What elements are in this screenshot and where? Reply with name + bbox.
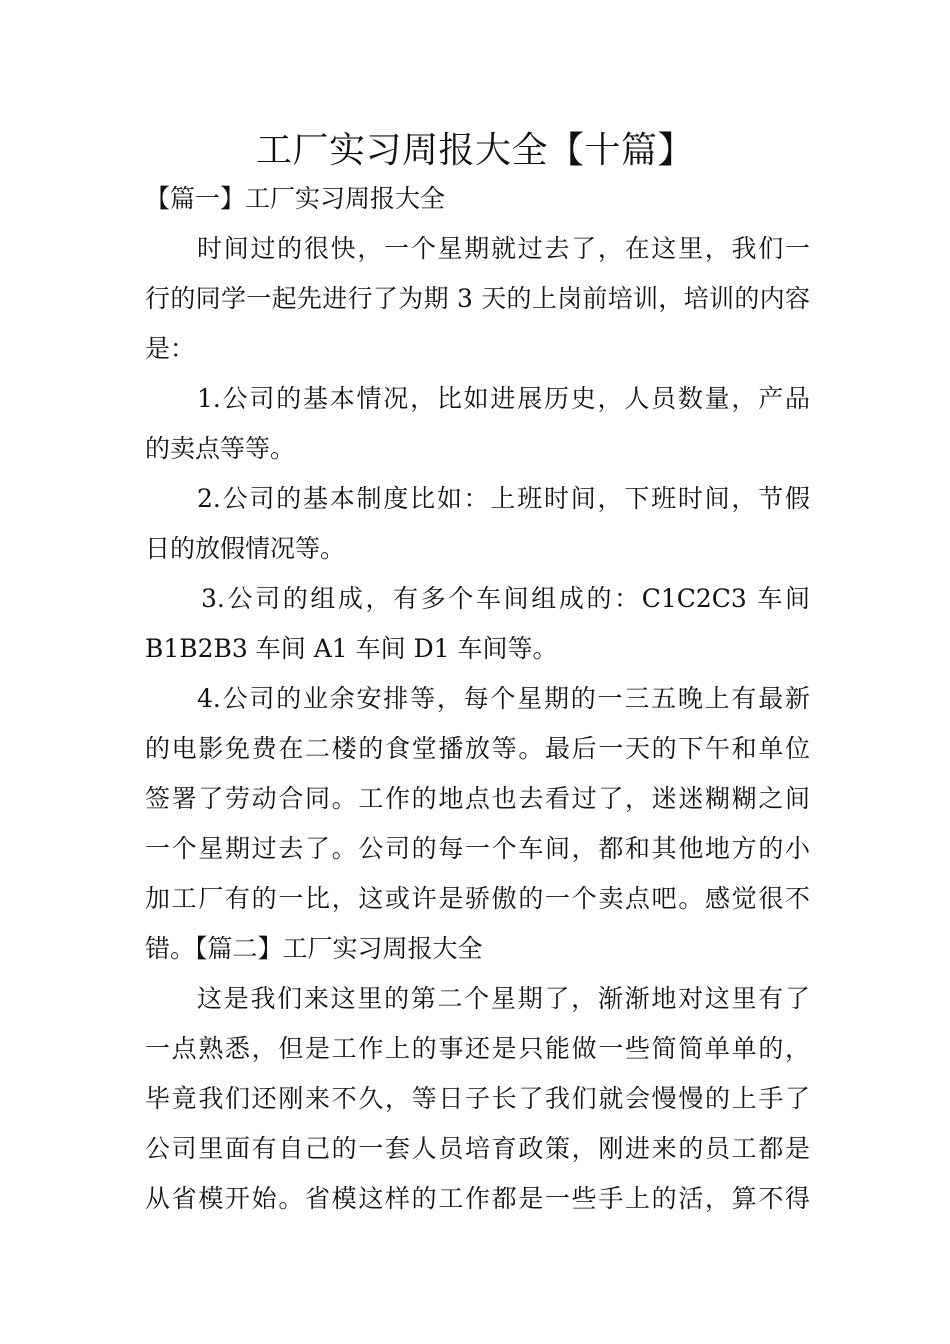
list-item-line: 的卖点等等。 xyxy=(145,434,296,463)
section-heading-1: 【篇一】工厂实习周报大全 xyxy=(145,184,446,213)
list-item-line: 2.公司的基本制度比如：上班时间，下班时间，节假 xyxy=(197,484,810,513)
document-title: 工厂实习周报大全【十篇】 xyxy=(255,130,694,171)
section-heading-2: 错。【篇二】工厂实习周报大全 xyxy=(145,934,483,963)
list-item-line: 4.公司的业余安排等，每个星期的一三五晚上有最新 xyxy=(197,684,810,713)
paragraph-line: 从省模开始。省模这样的工作都是一些手上的活，算不得 xyxy=(145,1184,810,1213)
list-item-line: 加工厂有的一比，这或许是骄傲的一个卖点吧。感觉很不 xyxy=(145,884,810,913)
list-item-line: 日的放假情况等。 xyxy=(145,534,346,563)
paragraph-line: 行的同学一起先进行了为期 3 天的上岗前培训，培训的内容 xyxy=(145,284,810,313)
list-item-line: 的电影免费在二楼的食堂播放等。最后一天的下午和单位 xyxy=(145,734,810,763)
paragraph-line: 是： xyxy=(145,334,196,363)
paragraph-line: 一点熟悉，但是工作上的事还是只能做一些简简单单的， xyxy=(145,1034,810,1063)
paragraph-line: 时间过的很快，一个星期就过去了，在这里，我们一 xyxy=(197,234,810,263)
paragraph-line: 这是我们来这里的第二个星期了，渐渐地对这里有了 xyxy=(197,984,810,1013)
list-item-line: 一个星期过去了。公司的每一个车间，都和其他地方的小 xyxy=(145,834,810,863)
paragraph-line: 公司里面有自己的一套人员培育政策，刚进来的员工都是 xyxy=(145,1134,810,1163)
list-item-line: 签署了劳动合同。工作的地点也去看过了，迷迷糊糊之间 xyxy=(145,784,810,813)
paragraph-line: 毕竟我们还刚来不久，等日子长了我们就会慢慢的上手了 xyxy=(145,1084,810,1113)
list-item-line: 3.公司的组成，有多个车间组成的：C1C2C3 车间 xyxy=(201,584,810,613)
list-item-line: B1B2B3 车间 A1 车间 D1 车间等。 xyxy=(145,634,558,663)
list-item-line: 1.公司的基本情况，比如进展历史，人员数量，产品 xyxy=(197,384,810,413)
